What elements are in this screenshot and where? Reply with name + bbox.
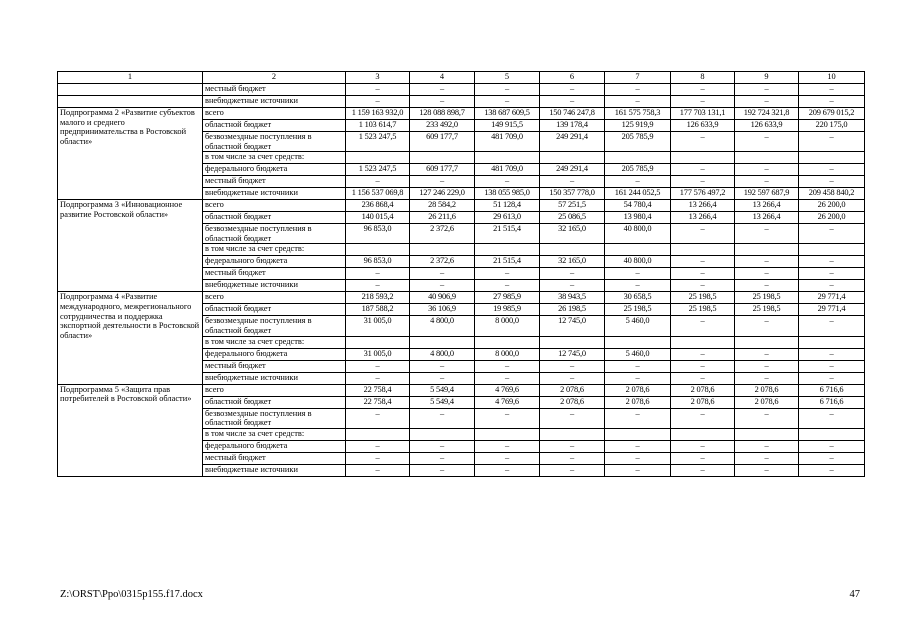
budget-table	[57, 71, 865, 477]
value-cell: –	[475, 96, 540, 108]
value-cell: –	[346, 268, 410, 280]
value-cell: 13 266,4	[671, 200, 735, 212]
value-cell: 13 980,4	[605, 212, 671, 224]
value-cell: 6 716,6	[799, 396, 865, 408]
value-cell: 4 769,6	[475, 384, 540, 396]
header-cell: 4	[410, 72, 475, 84]
funding-source-cell: безвозмездные поступления в областной бюджет	[203, 224, 346, 244]
value-cell: –	[540, 440, 605, 452]
funding-source-cell: федерального бюджета	[203, 164, 346, 176]
value-cell: –	[671, 224, 735, 244]
value-cell: –	[799, 464, 865, 476]
footer-file-path: Z:\ORST\Ppo\0315p155.f17.docx	[60, 589, 203, 600]
value-cell	[475, 428, 540, 440]
value-cell	[346, 152, 410, 164]
value-cell: 249 291,4	[540, 164, 605, 176]
value-cell: –	[605, 268, 671, 280]
value-cell	[605, 244, 671, 256]
value-cell	[735, 336, 799, 348]
value-cell: –	[410, 408, 475, 428]
value-cell: 249 291,4	[540, 132, 605, 152]
value-cell: –	[735, 268, 799, 280]
value-cell	[540, 428, 605, 440]
header-cell: 1	[58, 72, 203, 84]
funding-source-cell: местный бюджет	[203, 84, 346, 96]
value-cell	[735, 244, 799, 256]
value-cell: 125 919,9	[605, 120, 671, 132]
header-cell: 3	[346, 72, 410, 84]
value-cell: –	[410, 360, 475, 372]
value-cell: 40 800,0	[605, 256, 671, 268]
value-cell: –	[735, 372, 799, 384]
value-cell: –	[671, 408, 735, 428]
value-cell: –	[605, 372, 671, 384]
value-cell: 8 000,0	[475, 348, 540, 360]
value-cell	[475, 152, 540, 164]
program-name-cell: Подпрограмма 3 «Инновационное развитие Ростовской области»	[58, 200, 203, 292]
value-cell: 126 633,9	[671, 120, 735, 132]
value-cell: 29 613,0	[475, 212, 540, 224]
value-cell: –	[475, 440, 540, 452]
value-cell: 2 078,6	[671, 384, 735, 396]
funding-source-cell: федерального бюджета	[203, 256, 346, 268]
value-cell	[799, 336, 865, 348]
value-cell: –	[475, 360, 540, 372]
program-name-cell: Подпрограмма 5 «Защита прав потребителей в Ростовской области»	[58, 384, 203, 476]
header-cell: 7	[605, 72, 671, 84]
value-cell: –	[799, 84, 865, 96]
funding-source-cell: местный бюджет	[203, 360, 346, 372]
value-cell: –	[410, 280, 475, 292]
value-cell: 127 246 229,0	[410, 188, 475, 200]
value-cell: 40 906,9	[410, 292, 475, 304]
value-cell: –	[671, 164, 735, 176]
value-cell: 96 853,0	[346, 224, 410, 244]
value-cell: –	[346, 96, 410, 108]
value-cell: 2 078,6	[605, 384, 671, 396]
value-cell: 1 523 247,5	[346, 164, 410, 176]
value-cell: 32 165,0	[540, 256, 605, 268]
value-cell: –	[475, 372, 540, 384]
value-cell	[735, 152, 799, 164]
value-cell: 29 771,4	[799, 304, 865, 316]
value-cell: 6 716,6	[799, 384, 865, 396]
value-cell: 4 800,0	[410, 316, 475, 336]
value-cell: –	[799, 452, 865, 464]
funding-source-cell: безвозмездные поступления в областной бюджет	[203, 316, 346, 336]
value-cell: 161 244 052,5	[605, 188, 671, 200]
value-cell: –	[475, 464, 540, 476]
value-cell: 26 200,0	[799, 200, 865, 212]
value-cell: 4 769,6	[475, 396, 540, 408]
funding-source-cell: в том числе за счет средств:	[203, 244, 346, 256]
value-cell: 5 460,0	[605, 316, 671, 336]
value-cell: 22 758,4	[346, 384, 410, 396]
table-row	[58, 200, 865, 212]
value-cell: 25 198,5	[735, 304, 799, 316]
program-name-cell: Подпрограмма 2 «Развитие субъектов малого и среднего предпринимательства в Ростовской области»	[58, 108, 203, 200]
value-cell: 233 492,0	[410, 120, 475, 132]
value-cell: 2 372,6	[410, 224, 475, 244]
value-cell: 22 758,4	[346, 396, 410, 408]
value-cell: –	[671, 360, 735, 372]
value-cell: 57 251,5	[540, 200, 605, 212]
value-cell: –	[735, 360, 799, 372]
value-cell	[671, 244, 735, 256]
value-cell: –	[671, 132, 735, 152]
value-cell: –	[735, 452, 799, 464]
funding-source-cell: безвозмездные поступления в областной бюджет	[203, 408, 346, 428]
value-cell: 139 178,4	[540, 120, 605, 132]
value-cell: –	[605, 84, 671, 96]
value-cell: –	[475, 452, 540, 464]
value-cell: –	[540, 280, 605, 292]
value-cell: –	[475, 408, 540, 428]
value-cell	[671, 152, 735, 164]
value-cell: –	[540, 176, 605, 188]
value-cell: –	[605, 280, 671, 292]
value-cell: –	[799, 408, 865, 428]
value-cell: –	[671, 372, 735, 384]
value-cell: 26 211,6	[410, 212, 475, 224]
funding-source-cell: федерального бюджета	[203, 440, 346, 452]
value-cell: –	[475, 84, 540, 96]
funding-source-cell: внебюджетные источники	[203, 280, 346, 292]
value-cell: –	[475, 176, 540, 188]
value-cell: –	[671, 464, 735, 476]
value-cell: –	[346, 360, 410, 372]
value-cell: 30 658,5	[605, 292, 671, 304]
value-cell: –	[410, 176, 475, 188]
value-cell: –	[671, 96, 735, 108]
header-cell: 2	[203, 72, 346, 84]
value-cell: –	[410, 84, 475, 96]
value-cell: 187 588,2	[346, 304, 410, 316]
value-cell	[346, 336, 410, 348]
value-cell: 25 198,5	[735, 292, 799, 304]
header-cell: 6	[540, 72, 605, 84]
value-cell: –	[671, 348, 735, 360]
value-cell: –	[735, 316, 799, 336]
value-cell: 1 156 537 069,8	[346, 188, 410, 200]
program-cell-continued	[58, 96, 203, 108]
table-row	[58, 384, 865, 396]
funding-source-cell: в том числе за счет средств:	[203, 152, 346, 164]
value-cell	[605, 152, 671, 164]
value-cell: 38 943,5	[540, 292, 605, 304]
value-cell: 138 687 609,5	[475, 108, 540, 120]
value-cell: –	[799, 280, 865, 292]
value-cell: 481 709,0	[475, 132, 540, 152]
value-cell: –	[346, 372, 410, 384]
table-row	[58, 108, 865, 120]
table-row	[58, 292, 865, 304]
value-cell: 205 785,9	[605, 132, 671, 152]
value-cell: –	[671, 280, 735, 292]
value-cell: –	[735, 84, 799, 96]
value-cell: –	[671, 268, 735, 280]
value-cell: –	[799, 372, 865, 384]
value-cell: –	[540, 464, 605, 476]
value-cell: 150 746 247,8	[540, 108, 605, 120]
value-cell	[346, 428, 410, 440]
value-cell	[671, 336, 735, 348]
program-cell-continued	[58, 84, 203, 96]
value-cell	[410, 152, 475, 164]
value-cell: 26 200,0	[799, 212, 865, 224]
table-row	[58, 84, 865, 96]
funding-source-cell: областной бюджет	[203, 120, 346, 132]
value-cell: 609 177,7	[410, 132, 475, 152]
value-cell: 28 584,2	[410, 200, 475, 212]
value-cell: –	[475, 280, 540, 292]
value-cell: –	[799, 176, 865, 188]
funding-source-cell: всего	[203, 292, 346, 304]
value-cell	[605, 336, 671, 348]
value-cell: 31 005,0	[346, 348, 410, 360]
value-cell: 40 800,0	[605, 224, 671, 244]
value-cell: –	[540, 408, 605, 428]
value-cell	[475, 336, 540, 348]
value-cell: –	[735, 96, 799, 108]
value-cell	[540, 336, 605, 348]
value-cell: 96 853,0	[346, 256, 410, 268]
value-cell: –	[735, 440, 799, 452]
funding-source-cell: в том числе за счет средств:	[203, 336, 346, 348]
value-cell: 2 372,6	[410, 256, 475, 268]
funding-source-cell: областной бюджет	[203, 304, 346, 316]
value-cell: 19 985,9	[475, 304, 540, 316]
value-cell: –	[475, 268, 540, 280]
value-cell: –	[671, 452, 735, 464]
value-cell: 1 159 163 932,0	[346, 108, 410, 120]
value-cell: –	[735, 280, 799, 292]
value-cell: 192 597 687,9	[735, 188, 799, 200]
value-cell: –	[799, 348, 865, 360]
value-cell: 27 985,9	[475, 292, 540, 304]
value-cell: 481 709,0	[475, 164, 540, 176]
value-cell: 54 780,4	[605, 200, 671, 212]
value-cell: –	[799, 224, 865, 244]
value-cell: 2 078,6	[671, 396, 735, 408]
value-cell: 5 460,0	[605, 348, 671, 360]
value-cell	[475, 244, 540, 256]
value-cell: 177 576 497,2	[671, 188, 735, 200]
value-cell	[410, 428, 475, 440]
value-cell: 192 724 321,8	[735, 108, 799, 120]
value-cell: –	[605, 96, 671, 108]
value-cell: –	[799, 96, 865, 108]
header-cell: 8	[671, 72, 735, 84]
value-cell: 13 266,4	[735, 212, 799, 224]
value-cell: –	[799, 164, 865, 176]
funding-source-cell: всего	[203, 200, 346, 212]
value-cell: –	[671, 256, 735, 268]
funding-source-cell: федерального бюджета	[203, 348, 346, 360]
value-cell: 2 078,6	[605, 396, 671, 408]
value-cell: –	[671, 84, 735, 96]
value-cell: 26 198,5	[540, 304, 605, 316]
value-cell: 209 679 015,2	[799, 108, 865, 120]
value-cell: 51 128,4	[475, 200, 540, 212]
value-cell: 609 177,7	[410, 164, 475, 176]
funding-source-cell: внебюджетные источники	[203, 188, 346, 200]
value-cell: 12 745,0	[540, 316, 605, 336]
value-cell: 32 165,0	[540, 224, 605, 244]
value-cell: –	[540, 96, 605, 108]
value-cell: –	[540, 452, 605, 464]
value-cell: 2 078,6	[540, 396, 605, 408]
value-cell: 2 078,6	[540, 384, 605, 396]
value-cell: 220 175,0	[799, 120, 865, 132]
value-cell: 4 800,0	[410, 348, 475, 360]
value-cell: –	[605, 176, 671, 188]
value-cell: 13 266,4	[671, 212, 735, 224]
value-cell	[799, 428, 865, 440]
value-cell: 150 357 778,0	[540, 188, 605, 200]
value-cell: –	[605, 440, 671, 452]
table-row	[58, 96, 865, 108]
value-cell: 25 198,5	[605, 304, 671, 316]
funding-source-cell: местный бюджет	[203, 176, 346, 188]
value-cell: –	[346, 452, 410, 464]
value-cell: –	[540, 372, 605, 384]
value-cell: –	[410, 464, 475, 476]
value-cell: 126 633,9	[735, 120, 799, 132]
value-cell: –	[735, 256, 799, 268]
funding-source-cell: в том числе за счет средств:	[203, 428, 346, 440]
value-cell: –	[799, 440, 865, 452]
value-cell: –	[410, 96, 475, 108]
funding-source-cell: областной бюджет	[203, 396, 346, 408]
funding-source-cell: всего	[203, 108, 346, 120]
value-cell	[410, 244, 475, 256]
value-cell: 21 515,4	[475, 256, 540, 268]
value-cell: –	[799, 360, 865, 372]
value-cell: –	[671, 316, 735, 336]
value-cell: –	[410, 440, 475, 452]
value-cell: –	[540, 268, 605, 280]
value-cell	[605, 428, 671, 440]
value-cell: 128 088 898,7	[410, 108, 475, 120]
value-cell: 5 549,4	[410, 384, 475, 396]
header-cell: 5	[475, 72, 540, 84]
value-cell: –	[799, 268, 865, 280]
value-cell: 177 703 131,1	[671, 108, 735, 120]
value-cell: –	[799, 256, 865, 268]
funding-source-cell: внебюджетные источники	[203, 372, 346, 384]
value-cell: –	[605, 464, 671, 476]
value-cell: 218 593,2	[346, 292, 410, 304]
program-name-cell: Подпрограмма 4 «Развитие международного, межрегионального сотрудничества и поддержка экспортной деятельности в Ростовской области»	[58, 292, 203, 384]
value-cell: –	[735, 464, 799, 476]
value-cell: 2 078,6	[735, 384, 799, 396]
value-cell	[540, 152, 605, 164]
value-cell: 205 785,9	[605, 164, 671, 176]
value-cell	[346, 244, 410, 256]
funding-source-cell: областной бюджет	[203, 212, 346, 224]
value-cell: –	[410, 452, 475, 464]
value-cell: 12 745,0	[540, 348, 605, 360]
value-cell: –	[671, 440, 735, 452]
value-cell: 25 086,5	[540, 212, 605, 224]
value-cell: –	[735, 224, 799, 244]
value-cell	[799, 152, 865, 164]
value-cell: 1 103 614,7	[346, 120, 410, 132]
value-cell: 25 198,5	[671, 304, 735, 316]
value-cell: –	[735, 164, 799, 176]
value-cell: 8 000,0	[475, 316, 540, 336]
funding-source-cell: внебюджетные источники	[203, 464, 346, 476]
value-cell: –	[605, 408, 671, 428]
value-cell: 31 005,0	[346, 316, 410, 336]
value-cell: –	[346, 408, 410, 428]
page-number: 47	[849, 589, 860, 600]
value-cell	[410, 336, 475, 348]
value-cell: 236 868,4	[346, 200, 410, 212]
value-cell: 29 771,4	[799, 292, 865, 304]
value-cell	[671, 428, 735, 440]
header-cell: 10	[799, 72, 865, 84]
value-cell: –	[799, 316, 865, 336]
value-cell: –	[735, 408, 799, 428]
value-cell: –	[346, 440, 410, 452]
funding-source-cell: местный бюджет	[203, 452, 346, 464]
value-cell: –	[735, 132, 799, 152]
value-cell: 36 106,9	[410, 304, 475, 316]
value-cell: 140 015,4	[346, 212, 410, 224]
value-cell: –	[540, 360, 605, 372]
funding-source-cell: безвозмездные поступления в областной бюджет	[203, 132, 346, 152]
value-cell	[799, 244, 865, 256]
value-cell: 209 458 840,2	[799, 188, 865, 200]
value-cell: –	[346, 84, 410, 96]
funding-source-cell: местный бюджет	[203, 268, 346, 280]
value-cell	[735, 428, 799, 440]
value-cell: –	[540, 84, 605, 96]
value-cell: 161 575 758,3	[605, 108, 671, 120]
value-cell: 25 198,5	[671, 292, 735, 304]
value-cell: –	[735, 176, 799, 188]
value-cell: –	[410, 372, 475, 384]
header-row	[58, 72, 865, 84]
value-cell: –	[671, 176, 735, 188]
value-cell: 21 515,4	[475, 224, 540, 244]
value-cell: 149 915,5	[475, 120, 540, 132]
table-body	[58, 72, 865, 477]
value-cell: 1 523 247,5	[346, 132, 410, 152]
value-cell: –	[605, 452, 671, 464]
value-cell: –	[605, 360, 671, 372]
value-cell: –	[410, 268, 475, 280]
value-cell: –	[346, 176, 410, 188]
funding-source-cell: всего	[203, 384, 346, 396]
value-cell: 138 055 985,0	[475, 188, 540, 200]
value-cell: –	[735, 348, 799, 360]
value-cell: –	[799, 132, 865, 152]
value-cell: 13 266,4	[735, 200, 799, 212]
value-cell: –	[346, 464, 410, 476]
header-cell: 9	[735, 72, 799, 84]
value-cell: 2 078,6	[735, 396, 799, 408]
value-cell	[540, 244, 605, 256]
funding-source-cell: внебюджетные источники	[203, 96, 346, 108]
value-cell: 5 549,4	[410, 396, 475, 408]
value-cell: –	[346, 280, 410, 292]
